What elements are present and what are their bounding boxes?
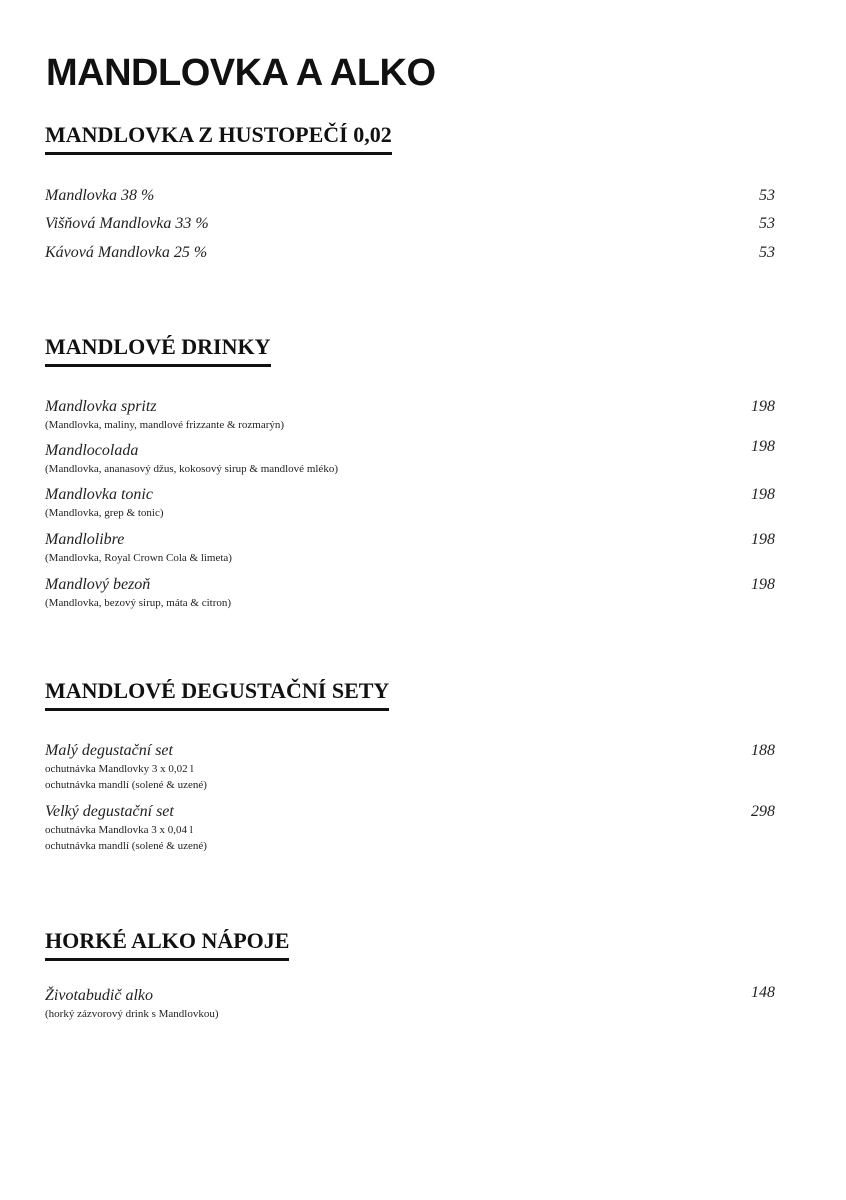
section-heading-drinky: MANDLOVÉ DRINKY — [45, 334, 271, 367]
item-price: 53 — [759, 244, 775, 261]
item-name: Mandlovka 38 % — [45, 187, 155, 204]
item-description: (Mandlovka, ananasový džus, kokosový sirup & mandlové mléko) — [45, 463, 338, 475]
section-heading-mandlovka: MANDLOVKA Z HUSTOPEČÍ 0,02 — [45, 122, 392, 155]
menu-item — [45, 186, 775, 206]
page-title: MANDLOVKA A ALKO — [46, 52, 436, 94]
item-description: (Mandlovka, maliny, mandlové frizzante & rozmarýn) — [45, 419, 285, 431]
item-description: (Mandlovka, bezový sirup, máta & citron) — [45, 597, 232, 609]
item-price: 53 — [759, 187, 775, 204]
item-description: (Mandlovka, grep & tonic) — [45, 507, 164, 519]
menu-item — [45, 986, 775, 1022]
menu-item — [45, 575, 775, 611]
item-price: 298 — [751, 803, 775, 820]
item-name: Višňová Mandlovka 33 % — [45, 215, 209, 232]
item-name: Velký degustační set — [45, 803, 174, 820]
item-name: Mandlovka tonic — [45, 486, 153, 503]
section-heading-degustacni-sety: MANDLOVÉ DEGUSTAČNÍ SETY — [45, 678, 389, 711]
menu-item — [45, 243, 775, 263]
menu-item — [45, 802, 775, 854]
item-price: 198 — [751, 486, 775, 503]
item-price: 198 — [751, 438, 775, 455]
section-heading-horke-alko: HORKÉ ALKO NÁPOJE — [45, 928, 289, 961]
item-name: Kávová Mandlovka 25 % — [45, 244, 208, 261]
item-description: ochutnávka Mandlovky 3 x 0,02 l — [45, 763, 194, 775]
item-price: 198 — [751, 576, 775, 593]
item-description: (horký zázvorový drink s Mandlovkou) — [45, 1008, 219, 1020]
item-price: 53 — [759, 215, 775, 232]
item-name: Mandlovka spritz — [45, 398, 157, 415]
menu-item — [45, 214, 775, 234]
menu-item — [45, 741, 775, 793]
item-description: ochutnávka mandlí (solené & uzené) — [45, 779, 207, 791]
menu-item — [45, 438, 775, 477]
item-name: Malý degustační set — [45, 742, 173, 759]
menu-item — [45, 397, 775, 433]
item-price: 198 — [751, 531, 775, 548]
item-name: Životabudič alko — [45, 987, 153, 1004]
menu-item — [45, 530, 775, 566]
item-name: Mandlový bezoň — [45, 576, 151, 593]
item-description: ochutnávka Mandlovka 3 x 0,04 l — [45, 824, 193, 836]
item-price: 198 — [751, 398, 775, 415]
item-name: Mandlocolada — [45, 442, 139, 459]
item-description: ochutnávka mandlí (solené & uzené) — [45, 840, 207, 852]
item-name: Mandlolibre — [45, 531, 125, 548]
item-description: (Mandlovka, Royal Crown Cola & limeta) — [45, 552, 232, 564]
item-price: 188 — [751, 742, 775, 759]
item-price: 148 — [751, 984, 775, 1001]
menu-item — [45, 485, 775, 521]
